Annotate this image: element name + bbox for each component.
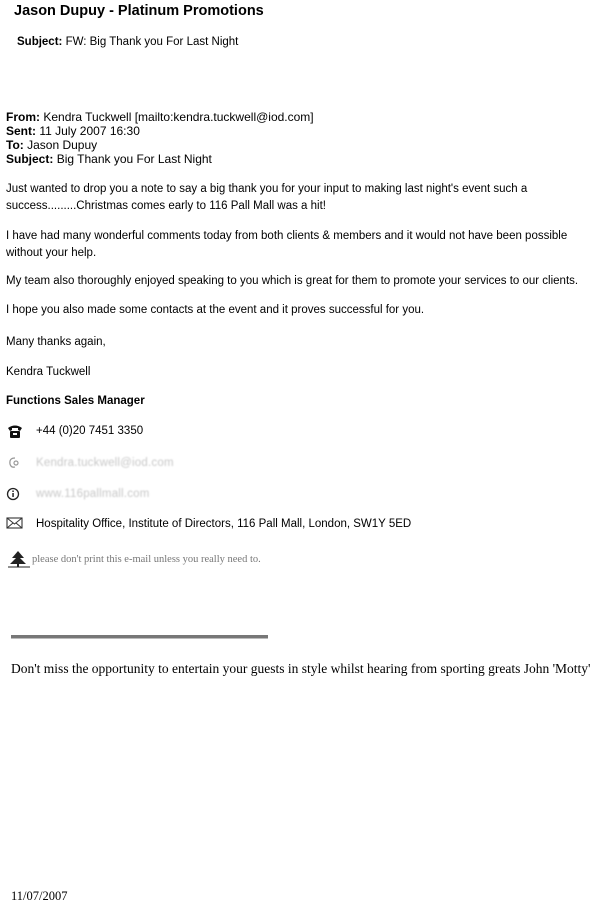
from-line bbox=[6, 110, 314, 125]
footer-date: 11/07/2007 bbox=[11, 889, 68, 903]
from-value: Kendra Tuckwell [mailto:kendra.tuckwell@iod.com] bbox=[43, 110, 314, 124]
header-subject-label: Subject: bbox=[17, 36, 63, 48]
body-paragraph-4: I hope you also made some contacts at the event and it proves successful for you. bbox=[6, 304, 425, 316]
address-row bbox=[6, 516, 411, 532]
sent-value: 11 July 2007 16:30 bbox=[39, 124, 140, 138]
to-label: To: bbox=[6, 138, 24, 152]
telephone-icon bbox=[6, 423, 26, 439]
to-value: Jason Dupuy bbox=[27, 138, 98, 152]
tree-icon bbox=[8, 550, 30, 568]
body-paragraph-2: I have had many wonderful comments today from both clients & members and it would not have been possible without your help. bbox=[6, 230, 568, 259]
body-paragraph-3: My team also thoroughly enjoyed speaking to you which is great for them to promote your services to our clients. bbox=[6, 275, 579, 287]
header-subject-value: FW: Big Thank you For Last Night bbox=[65, 36, 239, 48]
job-title: Functions Sales Manager bbox=[6, 395, 145, 407]
sent-label: Sent: bbox=[6, 124, 36, 138]
subject-value: Big Thank you For Last Night bbox=[56, 152, 212, 166]
subject-label: Subject: bbox=[6, 152, 54, 166]
web-row bbox=[6, 486, 150, 502]
info-icon bbox=[6, 486, 26, 502]
sent-line bbox=[6, 124, 140, 139]
envelope-icon bbox=[6, 516, 26, 532]
email-row bbox=[6, 455, 174, 471]
body-paragraph-5: Many thanks again, bbox=[6, 336, 106, 348]
body-paragraph-1: Just wanted to drop you a note to say a big thank you for your input to making last night's event such a success.........Christmas comes early to 116 Pall Mall was a hit! bbox=[6, 183, 528, 212]
signoff-name: Kendra Tuckwell bbox=[6, 366, 91, 378]
to-line bbox=[6, 138, 97, 153]
web-address[interactable]: www.116pallmall.com bbox=[36, 488, 150, 500]
header-subject bbox=[17, 36, 238, 48]
environment-note-text: please don't print this e-mail unless you really need to. bbox=[32, 553, 261, 565]
from-label: From: bbox=[6, 110, 40, 124]
phone-row bbox=[6, 423, 143, 439]
email-address[interactable]: Kendra.tuckwell@iod.com bbox=[36, 457, 174, 469]
environment-note-row bbox=[8, 550, 261, 568]
office-address: Hospitality Office, Institute of Directors, 116 Pall Mall, London, SW1Y 5ED bbox=[36, 518, 412, 530]
promo-text: Don't miss the opportunity to entertain your guests in style whilst hearing from sporting greats John 'Motty' bbox=[11, 661, 591, 676]
divider-line-shadow bbox=[11, 638, 268, 639]
mail-at-icon bbox=[6, 455, 26, 471]
subject-line bbox=[6, 152, 212, 167]
document-title: Jason Dupuy - Platinum Promotions bbox=[14, 3, 264, 19]
phone-number: +44 (0)20 7451 3350 bbox=[36, 425, 144, 437]
